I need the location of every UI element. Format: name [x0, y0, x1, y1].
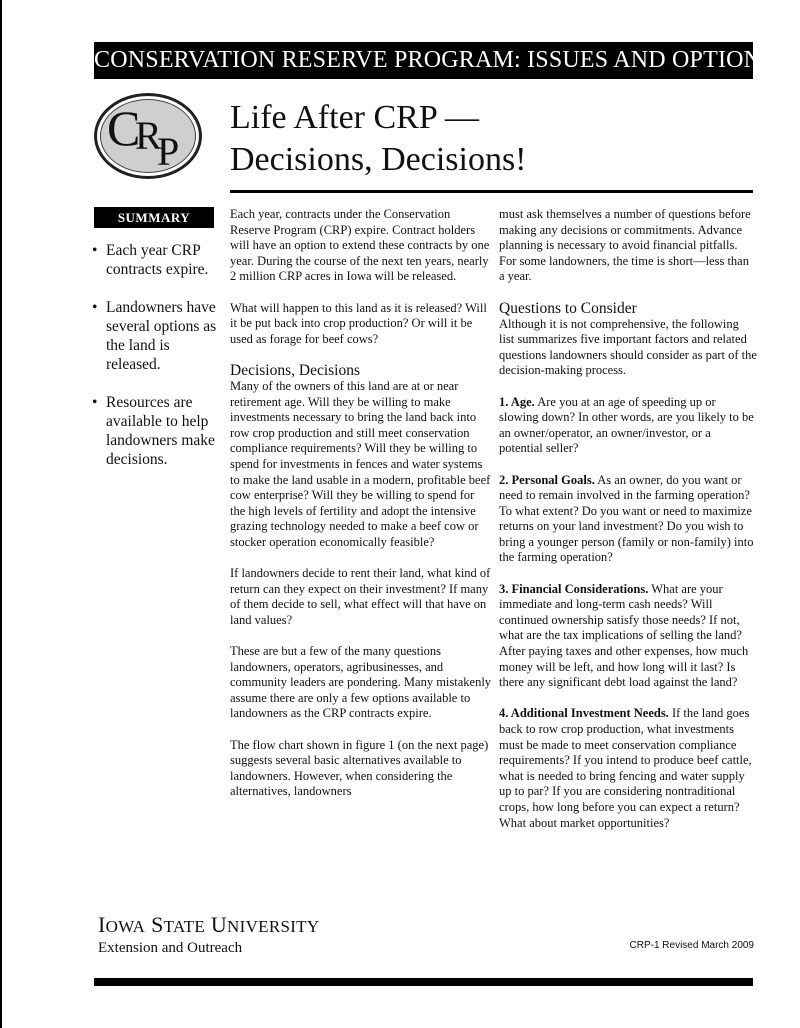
section-heading-questions: Questions to Consider — [499, 299, 637, 317]
summary-item — [92, 241, 220, 279]
paragraph: What will happen to this land as it is released? Will it be put back into crop production? Or will it be used as forage for beef cows? — [230, 300, 487, 346]
summary-item-text: Landowners have several options as the land is released. — [106, 299, 217, 373]
footer-rule — [94, 978, 753, 986]
extension-unit: Extension and Outreach — [98, 940, 243, 956]
question-label: 3. Financial Considerations. — [499, 581, 649, 596]
logo-letter-p: P — [157, 129, 180, 174]
bullet-icon: • — [92, 394, 98, 411]
section-heading-decisions: Decisions, Decisions — [230, 361, 361, 379]
summary-item — [92, 393, 220, 469]
logo-letter-r: R — [135, 113, 162, 158]
paragraph: The flow chart shown in figure 1 (on the next page) suggests several basic alternatives available to landowners. However, when considering the alternatives, landowners — [230, 737, 489, 799]
paragraph: Many of the owners of this land are at or near retirement age. Will they be willing to make investments necessary to bring the land back into row crop production and still meet conservation compliance requirements? Will they be willing to spend for investments in fences and water systems to make the land usable in a modern, profitable beef cow enterprise? Will they be willing to spend for the high levels of fertility and adopt the intensive grazing technology needed to make a beef cow or stocker operation economically feasible? — [230, 378, 491, 549]
title-line-2: Decisions, Decisions! — [230, 141, 527, 178]
paragraph: must ask themselves a number of questions before making any decisions or commitments. Advance planning is necessary to avoid financial pitfalls. For some landowners, the time is short—less than a year. — [499, 207, 751, 284]
question-financial — [499, 582, 757, 691]
title-rule — [230, 190, 753, 193]
summary-item-text: Resources are available to help landowners make decisions. — [106, 394, 215, 468]
summary-item-text: Each year CRP contracts expire. — [106, 242, 209, 278]
question-age — [499, 395, 757, 457]
bullet-icon: • — [92, 242, 98, 259]
university-name: IOWA STATE UNIVERSITY — [98, 912, 320, 937]
paragraph: These are but a few of the many questions landowners, operators, agribusinesses, and community leaders are pondering. Many mistakenly assume there are only a few options available to landowners as the CRP contracts expire. — [230, 644, 492, 721]
paragraph: Although it is not comprehensive, the following list summarizes five important factors and related questions landowners should consider as part of the decision-making process. — [499, 316, 757, 378]
publication-code: CRP-1 Revised March 2009 — [629, 940, 754, 951]
body-column-1 — [230, 207, 492, 816]
summary-list — [92, 241, 220, 488]
paragraph: If landowners decide to rent their land, what kind of return can they expect on their investment? If many of them decide to sell, what effect will that have on land values? — [230, 566, 491, 627]
question-label: 1. Age. — [499, 394, 535, 409]
page-left-edge — [0, 0, 2, 1028]
question-text: Are you at an age of speeding up or slowing down? In other words, are you likely to be an owner/operator, an owner/investor, or a potential seller? — [499, 394, 754, 456]
question-investment — [499, 706, 757, 831]
crp-logo — [94, 93, 202, 179]
summary-label: SUMMARY — [94, 207, 214, 228]
question-text: If the land goes back to row crop production, what investments must be made to meet conservation compliance requirements? If you intend to produce beef cattle, what is needed to bring fencing and water supply up to par? If you are considering nontraditional crops, how long before you can expect a return? What about market opportunities? — [499, 706, 752, 830]
isu-wordmark — [98, 913, 319, 957]
page-title — [230, 97, 527, 181]
question-label: 4. Additional Investment Needs. — [499, 706, 669, 721]
title-line-1: Life After CRP — — [230, 99, 479, 136]
series-banner: CONSERVATION RESERVE PROGRAM: ISSUES AND OPTIONS — [94, 42, 753, 79]
question-text: As an owner, do you want or need to remain involved in the farming operation? To what extent? Do you want or need to maximize returns on your land investment? Do you wish to bring a younger person (family or non-family) into the farming operation? — [499, 472, 754, 565]
question-label: 2. Personal Goals. — [499, 472, 595, 487]
paragraph: Each year, contracts under the Conservation Reserve Program (CRP) expire. Contract holders will have an option to extend these contracts by one year. During the course of the next ten years, nearly 2 million CRP acres in Iowa will be released. — [230, 207, 490, 284]
question-personal-goals — [499, 473, 757, 567]
logo-letter-c: C — [107, 100, 141, 156]
summary-item — [92, 298, 220, 374]
body-column-2 — [499, 207, 757, 847]
bullet-icon: • — [92, 299, 98, 316]
question-text: What are your immediate and long-term cash needs? Will continued ownership satisfy those needs? If not, what are the tax implications of selling the land? After paying taxes and other expenses, how much money will be left, and how long will it last? Is there any significant debt load against the land? — [499, 581, 749, 690]
